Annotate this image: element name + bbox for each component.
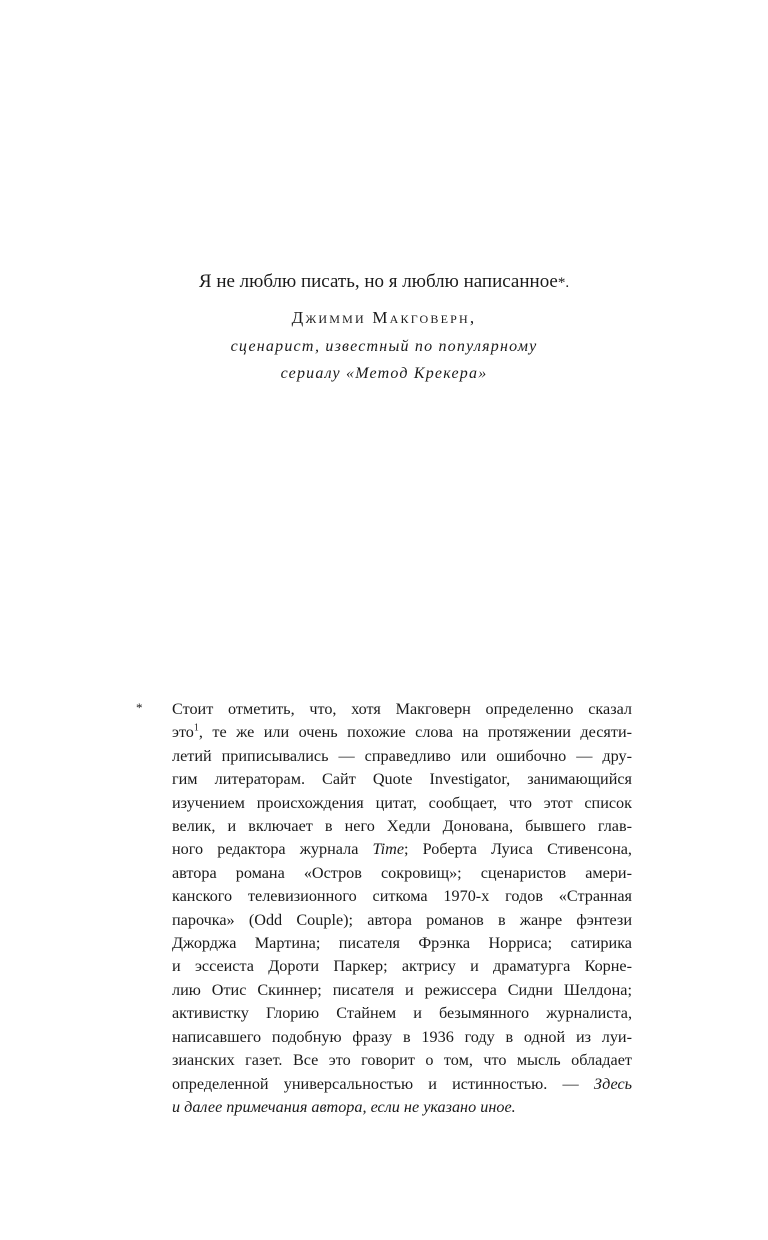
epigraph-description-line-1: сценарист, известный по популярному xyxy=(230,338,538,355)
footnote-line: и далее примечания автора, если не указано иное. xyxy=(172,1097,516,1116)
footnote-line: гим литераторам. Сайт Quote Investigator, занимающийся xyxy=(172,770,632,789)
journal-title: Time xyxy=(372,840,405,859)
epigraph-quote-text: Я не люблю писать, но я люблю написанное xyxy=(198,271,558,292)
footnote-line: парочка» (Odd Couple); автора романов в жанре фэнтези xyxy=(172,910,632,929)
footnote-line-text: , те же или очень похожие слова на протяжении десяти- xyxy=(198,723,632,742)
footnote-line: летий приписывались — справедливо или ошибочно — дру- xyxy=(172,746,632,765)
footnote-line: Стоит отметить, что, хотя Макговерн определенно сказал xyxy=(172,700,632,718)
footnote-marker: * xyxy=(136,700,143,715)
footnote-reference-number: 1 xyxy=(193,723,199,735)
footnote-line-text: это xyxy=(172,723,194,742)
footnote-line-text: определенной универсальностью и истинностью. — xyxy=(172,1074,594,1093)
footnote-line: Джорджа Мартина; писателя Фрэнка Норриса; сатирика xyxy=(172,934,632,953)
epigraph-quote xyxy=(0,268,768,297)
footnote-line xyxy=(172,1073,632,1096)
footnote-line: написавшего подобную фразу в 1936 году в одной из луи- xyxy=(172,1027,632,1046)
footnote-line-text: ; Роберта Луиса Стивенсона, xyxy=(404,840,632,859)
footnote-note-italic: Здесь xyxy=(593,1074,632,1093)
footnote-line: активистку Глорию Стайнем и безымянного журналиста, xyxy=(172,1004,632,1023)
footnote-line: лию Отис Скиннер; писателя и режиссера Сидни Шелдона; xyxy=(172,980,632,999)
epigraph xyxy=(0,268,768,387)
footnote-line: и эссеиста Дороти Паркер; актрису и драматурга Корне- xyxy=(172,957,632,976)
footnote-line: канского телевизионного ситкома 1970-х годов «Странная xyxy=(172,887,632,906)
footnote-line-text: ного редактора журнала xyxy=(172,840,373,859)
epigraph-description-line-2: сериалу «Метод Крекера» xyxy=(280,365,488,382)
footnote-line: велик, и включает в него Хедли Донована, бывшего глав- xyxy=(172,817,632,836)
footnote-asterisk-ref: *. xyxy=(557,275,570,291)
footnote-line: автора романа «Остров сокровищ»; сценаристов амери- xyxy=(172,863,632,882)
epigraph-author: Джимми Макговерн, xyxy=(291,308,477,327)
footnote-line: зианских газет. Все это говорит о том, что мысль обладает xyxy=(172,1051,632,1070)
footnote-line: изучением происхождения цитат, сообщает, что этот список xyxy=(172,793,632,812)
footnote-line xyxy=(172,721,632,744)
footnote-line xyxy=(172,838,632,861)
footnote xyxy=(136,698,632,1119)
footnote-body xyxy=(172,698,632,1119)
